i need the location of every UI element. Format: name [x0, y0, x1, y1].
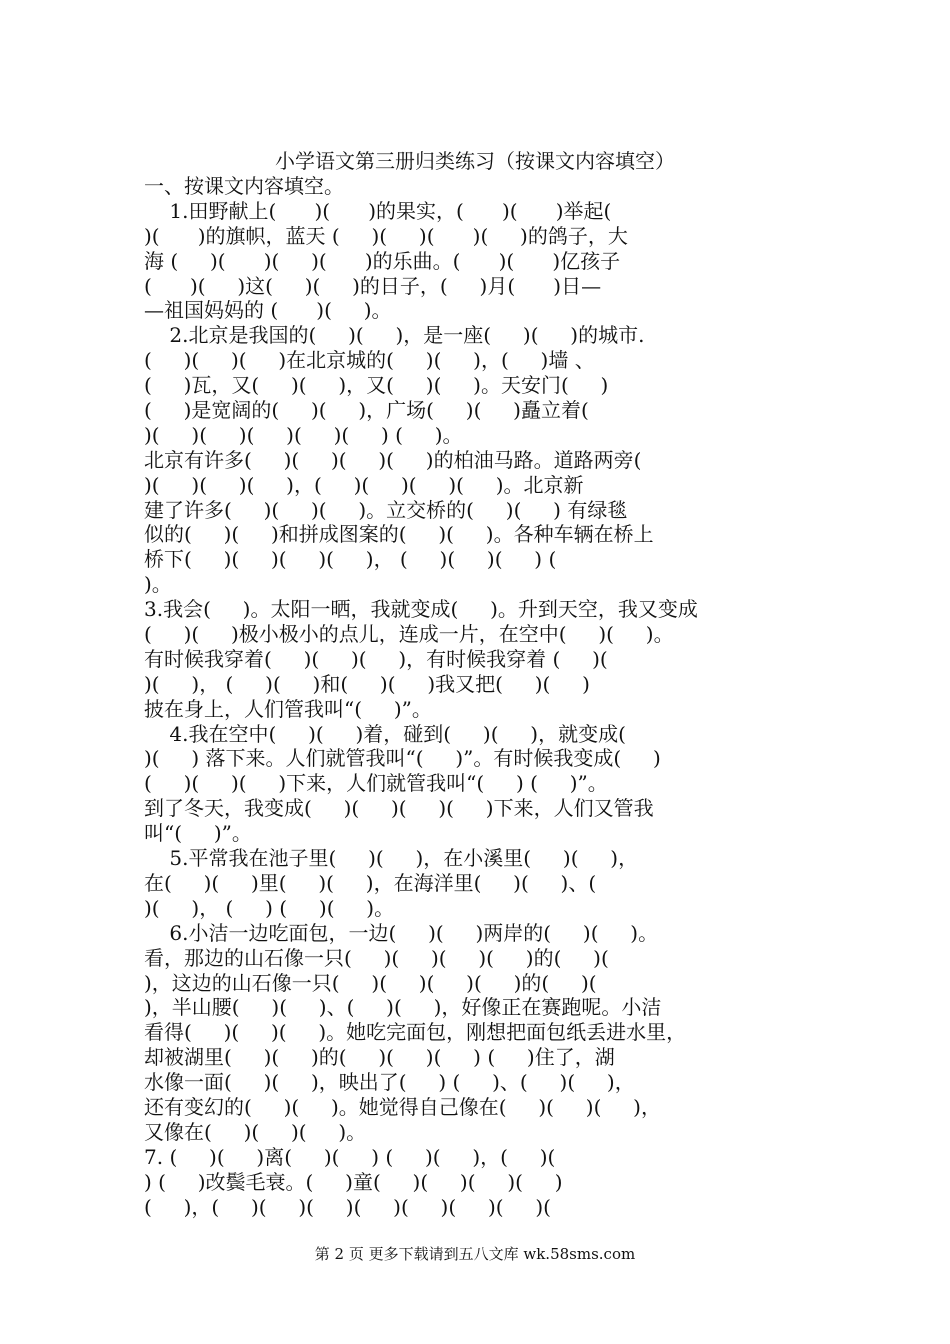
- text-line: 水像一面( )( )，映出了( ) ( )、( )( )，: [144, 1070, 635, 1095]
- text-line: )( )( )( )，( )( )( )( )。北京新: [144, 472, 584, 497]
- text-line: 到了冬天，我变成( )( )( )( )下来，人们又管我: [144, 796, 654, 821]
- text-line: )( )( )( )( )( ) ( )。: [144, 422, 463, 447]
- text-line: 叫“( )”。: [144, 821, 252, 846]
- text-line: )( )， ( ) ( )( )。: [144, 895, 395, 920]
- text-line: ( )，( )( )( )( )( )( )( )(: [144, 1194, 551, 1219]
- text-line: 2.北京是我国的( )( )，是一座( )( )的城市.: [144, 323, 645, 348]
- text-line: 北京有许多( )( )( )( )的柏油马路。道路两旁(: [144, 447, 642, 472]
- exercise-body: [144, 174, 824, 1219]
- text-line: )，半山腰( )( )、( )( )，好像正在赛跑呢。小洁: [144, 995, 662, 1020]
- text-line: 在( )( )里( )( )，在海洋里( )( )、(: [144, 870, 597, 895]
- text-line: 桥下( )( )( )( )， ( )( )( ) (: [144, 547, 557, 572]
- text-line: ( )( )( )在北京城的( )( )，( )墙 、: [144, 348, 595, 373]
- text-line: 6.小洁一边吃面包，一边( )( )两岸的( )( )。: [144, 920, 659, 945]
- text-line: ( )瓦，又( )( )，又( )( )。天安门( ): [144, 373, 609, 398]
- text-line: 看得( )( )( )。她吃完面包，刚想把面包纸丢进水里，: [144, 1020, 687, 1045]
- text-line: 有时候我穿着( )( )( )，有时候我穿着 ( )(: [144, 646, 608, 671]
- text-line: 3.我会( )。太阳一晒，我就变成( )。升到天空，我又变成: [144, 597, 698, 622]
- text-line: 又像在( )( )( )。: [144, 1119, 367, 1144]
- text-line: 5.平常我在池子里( )( )，在小溪里( )( )，: [144, 846, 639, 871]
- text-line: )，这边的山石像一只( )( )( )( )的( )(: [144, 970, 597, 995]
- text-line: ( )是宽阔的( )( )，广场( )( )矗立着(: [144, 398, 589, 423]
- text-line: ( )( )极小极小的点儿，连成一片，在空中( )( )。: [144, 622, 674, 647]
- text-line: 4.我在空中( )( )着，碰到( )( )，就变成(: [144, 721, 626, 746]
- text-line: ( )( )( )下来，人们就管我叫“( ) ( )”。: [144, 771, 608, 796]
- text-line: 建了许多( )( )( )。立交桥的( )( ) 有绿毯: [144, 497, 628, 522]
- document-title: 小学语文第三册归类练习（按课文内容填空）: [275, 149, 675, 173]
- section-heading: 一、按课文内容填空。: [144, 174, 344, 198]
- text-line: 海 ( )( )( )( )的乐曲。( )( )亿孩子: [144, 248, 621, 273]
- text-line: ) ( )改鬓毛衰。( )童( )( )( )( ): [144, 1169, 563, 1194]
- page-footer: 第 2 页 更多下载请到五八文库 wk.58sms.com: [314, 1245, 636, 1263]
- text-line: )( ) 落下来。人们就管我叫“( )”。有时候我变成( ): [144, 746, 661, 771]
- text-line: 似的( )( )和拼成图案的( )( )。各种车辆在桥上: [144, 522, 654, 547]
- text-line: 看，那边的山石像一只( )( )( )( )的( )(: [144, 945, 609, 970]
- text-line: 还有变幻的( )( )。她觉得自己像在( )( )( )，: [144, 1094, 661, 1119]
- text-line: 1.田野献上( )( )的果实，( )( )举起(: [144, 198, 612, 223]
- text-line: 披在身上，人们管我叫“( )”。: [144, 696, 432, 721]
- text-line: 7. ( )( )离( )( ) ( )( )，( )(: [144, 1144, 556, 1169]
- text-line: )( )的旗帜，蓝天 ( )( )( )( )的鸽子，大: [144, 223, 628, 248]
- text-line: ( )( )这( )( )的日子，( )月( )日—: [144, 273, 602, 298]
- text-line: )。: [144, 572, 172, 597]
- text-line: 却被湖里( )( )的( )( )( ) ( )住了，湖: [144, 1045, 615, 1070]
- text-line: )( )， ( )( )和( )( )我又把( )( ): [144, 671, 590, 696]
- text-line: —祖国妈妈的 ( )( )。: [144, 298, 392, 323]
